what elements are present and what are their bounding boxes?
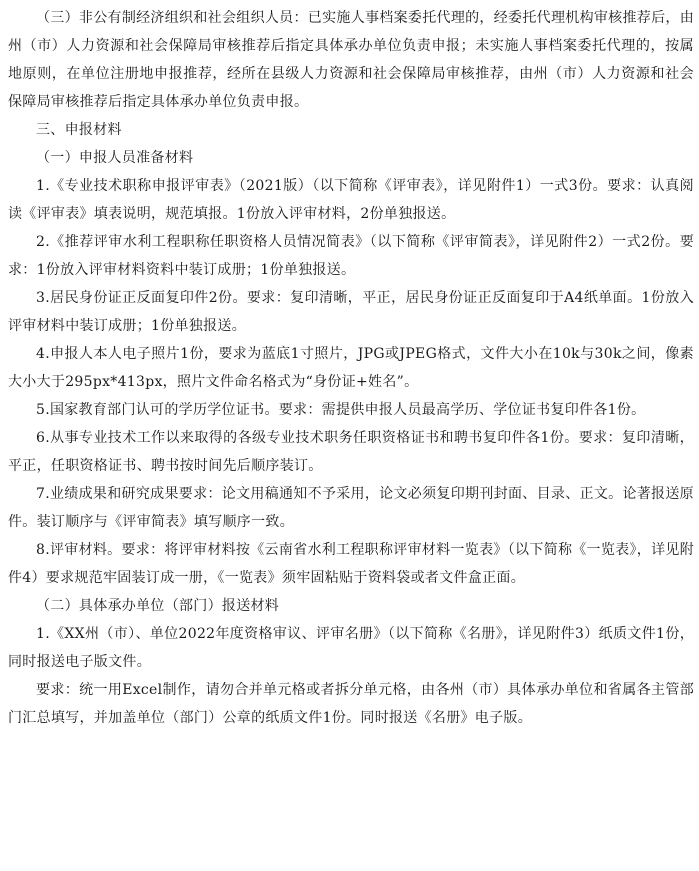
list-item: 1.《专业技术职称申报评审表》（2021版）（以下简称《评审表》，详见附件1）一式3份。要求：认真阅读《评审表》填表说明，规范填报。1份放入评审材料，2份单独报送。 xyxy=(8,178,694,222)
list-item: 4.申报人本人电子照片1份，要求为蓝底1寸照片，JPG或JPEG格式，文件大小在10k与30k之间，像素大小大于295px*413px，照片文件命名格式为“身份证+姓名”。 xyxy=(8,346,694,390)
subsection-heading-unit-materials: （二）具体承办单位（部门）报送材料 xyxy=(36,598,280,614)
paragraph-nonpublic-personnel: （三）非公有制经济组织和社会组织人员：已实施人事档案委托代理的，经委托代理机构审核推荐后，由州（市）人力资源和社会保障局审核推荐后指定具体承办单位负责申报；未实施人事档案委托代理的，按属地原则，在单位注册地申报推荐，经所在县级人力资源和社会保障局审核推荐，由州（市）人力资源和社会保障局审核推荐后指定具体承办单位负责申报。 xyxy=(8,10,694,110)
list-item: 8.评审材料。要求：将评审材料按《云南省水利工程职称评审材料一览表》（以下简称《一览表》，详见附件4）要求规范牢固装订成一册，《一览表》须牢固粘贴于资料袋或者文件盒正面。 xyxy=(8,542,694,586)
document-body xyxy=(8,4,694,732)
list-item: 1.《XX州（市）、单位2022年度资格审议、评审名册》（以下简称《名册》，详见附件3）纸质文件1份，同时报送电子版文件。 xyxy=(8,626,695,670)
list-item: 7.业绩成果和研究成果要求：论文用稿通知不予采用，论文必须复印期刊封面、目录、正文。论著报送原件。装订顺序与《评审简表》填写顺序一致。 xyxy=(8,486,694,530)
list-item: 5.国家教育部门认可的学历学位证书。要求：需提供申报人员最高学历、学位证书复印件各1份。 xyxy=(36,402,646,418)
section-heading-materials: 三、申报材料 xyxy=(36,122,122,138)
subsection-heading-applicant-materials: （一）申报人员准备材料 xyxy=(36,150,194,166)
list-item: 3.居民身份证正反面复印件2份。要求：复印清晰，平正，居民身份证正反面复印于A4纸单面。1份放入评审材料中装订成册；1份单独报送。 xyxy=(8,290,694,334)
requirements-paragraph: 要求：统一用Excel制作，请勿合并单元格或者拆分单元格，由各州（市）具体承办单位和省属各主管部门汇总填写，并加盖单位（部门）公章的纸质文件1份。同时报送《名册》电子版。 xyxy=(8,682,694,726)
list-item: 6.从事专业技术工作以来取得的各级专业技术职务任职资格证书和聘书复印件各1份。要求：复印清晰，平正，任职资格证书、聘书按时间先后顺序装订。 xyxy=(8,430,694,474)
list-item: 2.《推荐评审水利工程职称任职资格人员情况简表》（以下简称《评审简表》，详见附件2）一式2份。要求：1份放入评审材料资料中装订成册；1份单独报送。 xyxy=(8,234,694,278)
